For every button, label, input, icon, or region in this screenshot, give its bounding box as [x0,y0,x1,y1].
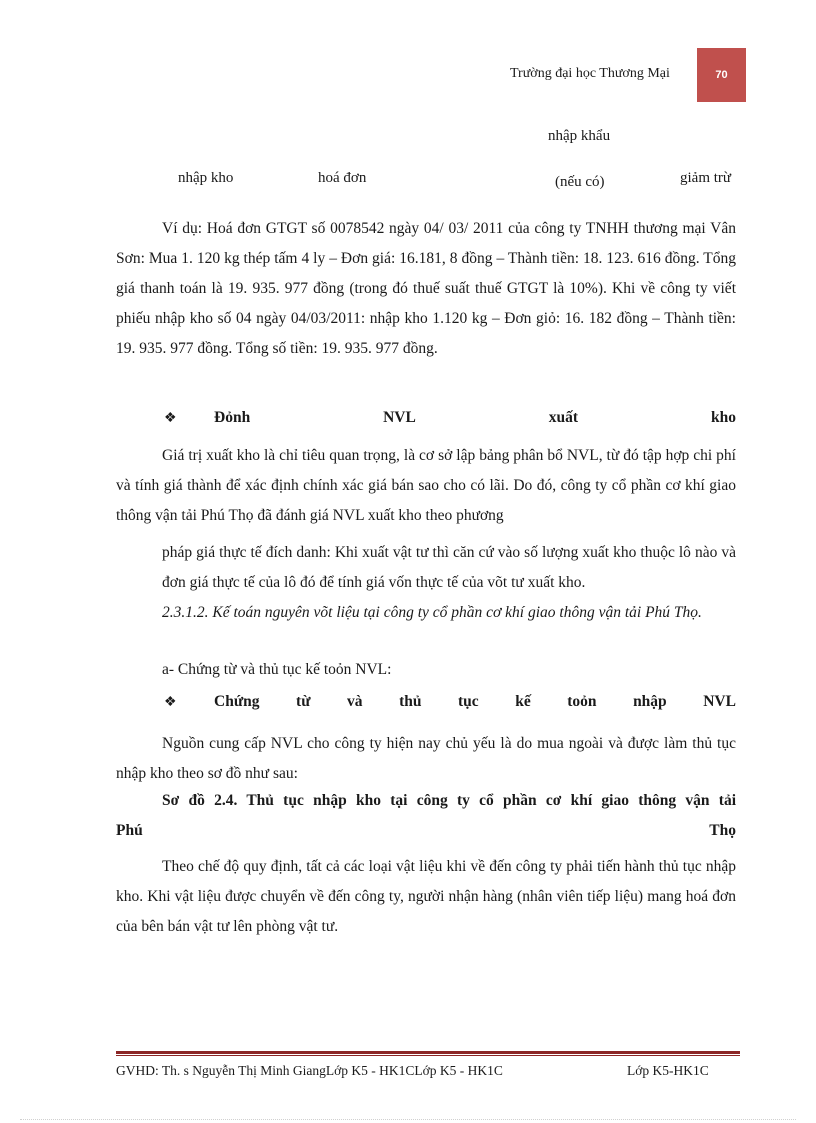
bullet-word: nhập [633,693,667,710]
subheading-a: a- Chứng từ và thủ tục kế toỏn NVL: [162,661,392,678]
procedure-paragraph: Theo chế độ quy định, tất cả các loại vật liệu khi về đến công ty phải tiến hành thủ tục nhập kho. Khi vật liệu được chuyển về đến công ty, người nhận hàng (nhân viên tiếp liệu) mang hoá đơn của bên bán vật tư lên phòng vật tư. [116,858,736,935]
bullet-word: và [347,693,363,710]
bullet-heading-words [214,409,736,427]
running-header-school: Trường đại học Thương Mại [510,66,670,81]
page-number-badge [697,48,746,102]
diagram-label-hoa-don: hoá đơn [318,170,367,186]
bullet-word: Đỏnh [214,409,251,426]
footer-right-text: Lớp K5-HK1C [627,1063,709,1078]
page-number: 70 [715,69,728,81]
section-heading: 2.3.1.2. Kế toán nguyên võt liệu tại công ty cổ phần cơ khí giao thông vận tải Phú Thọ. [162,604,702,621]
diagram-label-nhap-kho: nhập kho [178,170,234,186]
bullet-word: tục [458,693,479,710]
bullet-word: toỏn [567,693,597,710]
page-bottom-dotted-line [20,1119,796,1120]
bullet-word: NVL [703,693,736,710]
valuation-paragraph-part1: Giá trị xuất kho là chỉ tiêu quan trọng, là cơ sở lập bảng phân bổ NVL, từ đó tập hợp chi phí và tính giá thành để xác định chính xác giá bán sao cho có lãi. Do đó, công ty cổ phần cơ khí giao thông vận tải Phú Thọ đã đánh giá NVL xuất kho theo phương [116,447,736,524]
example-paragraph: Ví dụ: Hoá đơn GTGT số 0078542 ngày 04/ 03/ 2011 của công ty TNHH thương mại Vân Sơn: Mua 1. 120 kg thép tấm 4 ly – Đơn giá: 16.181, 8 đồng – Thành tiền: 18. 123. 616 đồng. Tổng giá thanh toán là 19. 935. 977 đồng (trong đó thuế suất thuế GTGT là 10%). Khi về công ty viết phiếu nhập kho số 04 ngày 04/03/2011: nhập kho 1.120 kg – Đơn giỏ: 16. 182 đồng – Thành tiền: 19. 935. 977 đồng. Tổng số tiền: 19. 935. 977 đồng. [116,220,736,357]
bullet-word: NVL [383,409,416,426]
bullet-word: kho [710,409,736,426]
bullet-word: Chứng [214,693,260,710]
bullet-heading-issue-valuation [164,405,736,431]
bullet-word: thủ [399,693,422,710]
valuation-paragraph-part2: pháp giá thực tế đích danh: Khi xuất vật tư thì căn cứ vào số lượng xuất kho thuộc lô nào và đơn giá thực tế của lô đó để tính giá vốn thực tế của võt tư xuất kho. [162,544,736,591]
bullet-word: xuất [548,409,579,426]
footer-rule-thin [116,1055,740,1056]
bullet-word: từ [296,693,311,710]
diagram-title-line1: Sơ đồ 2.4. Thủ tục nhập kho tại công ty cổ phần cơ khí giao thông vận tải [162,792,736,809]
diagram-title-line2 [116,816,736,846]
footer-rule-thick [116,1051,740,1054]
diamond-bullet-icon: ❖ [164,410,177,426]
diagram-title-left-word: Phú [116,822,143,839]
bullet-heading-receipt-docs [164,689,736,715]
footer-left-text: GVHD: Th. s Nguyễn Thị Minh GiangLớp K5 - HK1CLớp K5 - HK1C [116,1063,503,1078]
diagram-label-neu-co: (nếu có) [555,174,605,190]
source-paragraph: Nguồn cung cấp NVL cho công ty hiện nay chủ yếu là do mua ngoài và được làm thủ tục nhập kho theo sơ đồ như sau: [116,735,736,782]
diamond-bullet-icon: ❖ [164,694,177,710]
diagram-label-giam-tru: giảm trừ [680,170,732,186]
diagram-label-nhap-khau: nhập khẩu [548,128,611,144]
diagram-title-right-word: Thọ [709,822,736,839]
bullet-word: kế [515,693,531,710]
bullet-heading-words [214,693,736,711]
